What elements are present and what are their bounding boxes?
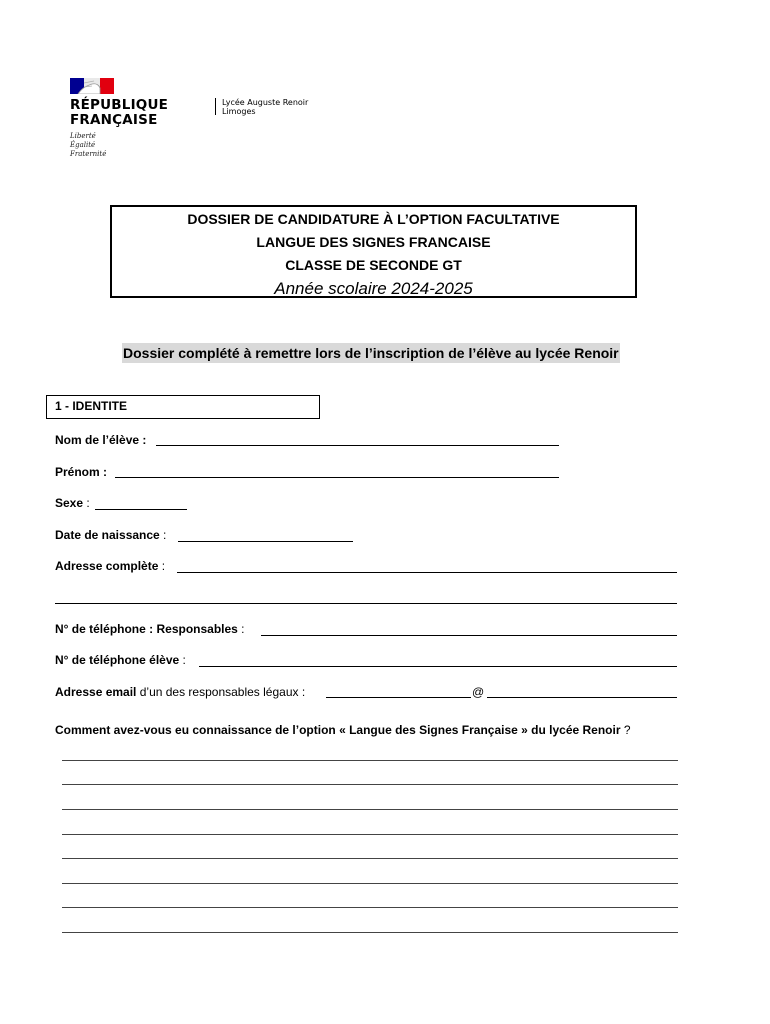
field-adresse-line-2[interactable] (55, 603, 677, 604)
field-adresse-label: Adresse complète : (55, 559, 166, 573)
title-box (110, 205, 637, 298)
logo-separator (215, 98, 216, 115)
title-line-2: LANGUE DES SIGNES FRANCAISE (256, 234, 491, 250)
field-email-domain-line[interactable] (487, 697, 677, 698)
field-prenom-label: Prénom : (55, 465, 108, 479)
field-tel-resp-label: N° de téléphone : Responsables : (55, 622, 245, 636)
instruction-banner: Dossier complété à remettre lors de l’inscription de l’élève au lycée Renoir (123, 345, 619, 361)
field-sexe-line[interactable] (95, 509, 187, 510)
field-tel-resp-line[interactable] (261, 635, 677, 636)
answer-line-4[interactable] (62, 834, 678, 835)
title-line-3: CLASSE DE SECONDE GT (285, 257, 462, 273)
marianne-flag-icon (70, 78, 114, 94)
field-tel-eleve-line[interactable] (199, 666, 677, 667)
answer-line-8[interactable] (62, 932, 678, 933)
school-name: Lycée Auguste Renoir (222, 98, 309, 107)
answer-line-7[interactable] (62, 907, 678, 908)
motto-liberte: Liberté (70, 132, 96, 140)
republique-text: RÉPUBLIQUE (70, 97, 169, 113)
field-sexe-label: Sexe : (55, 496, 90, 510)
school-block (222, 98, 308, 116)
motto-fraternite: Fraternité (70, 150, 107, 158)
answer-line-2[interactable] (62, 784, 678, 785)
field-naissance-line[interactable] (178, 541, 353, 542)
field-naissance-label: Date de naissance : (55, 528, 167, 542)
answer-line-6[interactable] (62, 883, 678, 884)
answer-line-1[interactable] (62, 760, 678, 761)
email-at-sign: @ (472, 685, 485, 699)
section-identite-header: 1 - IDENTITE (46, 395, 320, 419)
answer-line-3[interactable] (62, 809, 678, 810)
francaise-text: FRANÇAISE (70, 112, 158, 128)
field-email-user-line[interactable] (326, 697, 471, 698)
field-nom-line[interactable] (156, 445, 559, 446)
school-year: Année scolaire 2024-2025 (274, 279, 473, 298)
answer-line-5[interactable] (62, 858, 678, 859)
field-nom-label: Nom de l’élève : (55, 433, 147, 447)
field-email-label: Adresse email d’un des responsables légaux : (55, 685, 306, 699)
title-line-1: DOSSIER DE CANDIDATURE À L’OPTION FACULTATIVE (187, 211, 560, 227)
motto-egalite: Égalité (70, 141, 96, 149)
field-tel-eleve-label: N° de téléphone élève : (55, 653, 186, 667)
field-adresse-line-1[interactable] (177, 572, 677, 573)
school-city: Limoges (222, 107, 256, 116)
field-prenom-line[interactable] (115, 477, 559, 478)
question-text: Comment avez-vous eu connaissance de l’option « Langue des Signes Française » du lycée Renoir ? (55, 723, 631, 737)
